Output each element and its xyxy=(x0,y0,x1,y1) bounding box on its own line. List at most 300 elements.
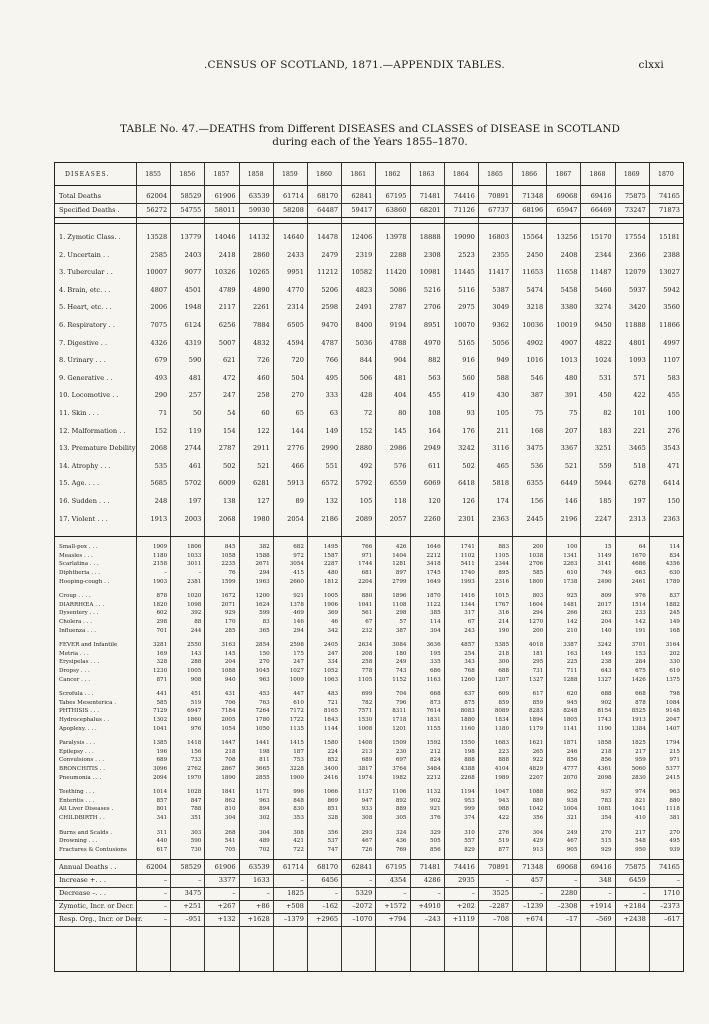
table-cell: 875 xyxy=(464,699,475,706)
table-cell: 63 xyxy=(329,409,339,417)
row-label: Erysipelas . . . xyxy=(59,659,100,666)
table-cell: 830 xyxy=(293,806,304,813)
table-cell: 902 xyxy=(600,699,612,706)
page-number: clxxi xyxy=(638,59,664,71)
table-cell: 6124 xyxy=(184,321,202,329)
table-cell: 153 xyxy=(635,650,646,657)
row-label: Diphtheria . . . xyxy=(59,570,101,576)
table-cell: 174 xyxy=(496,497,510,505)
table-cell: 848 xyxy=(293,797,304,804)
table-cell: 11417 xyxy=(488,268,510,277)
table-cell: 62004 xyxy=(146,192,168,200)
year-header: 1855 xyxy=(145,171,161,178)
table-cell: 304 xyxy=(224,815,236,821)
table-cell: 2094 xyxy=(152,774,168,781)
table-cell: 3242 xyxy=(597,642,612,649)
table-cell: 3096 xyxy=(152,766,168,772)
table-cell: 204 xyxy=(600,619,612,625)
table-cell: 70891 xyxy=(488,863,510,872)
table-cell: –2287 xyxy=(488,902,510,911)
row-label: Cancer . . . xyxy=(59,676,91,683)
table-cell: 369 xyxy=(327,610,339,617)
row-label: All Liver Diseases . xyxy=(59,806,114,813)
table-cell: 502 xyxy=(462,461,475,470)
table-cell: 232 xyxy=(361,627,373,634)
table-cell: 1152 xyxy=(392,676,407,683)
table-cell: +1914 xyxy=(589,902,612,911)
year-header: 1856 xyxy=(179,171,196,178)
table-cell: 766 xyxy=(325,356,339,365)
table-cell: 6572 xyxy=(321,479,339,488)
table-cell: 146 xyxy=(564,497,578,505)
table-cell: 1081 xyxy=(597,806,612,813)
table-cell: 1722 xyxy=(289,717,304,723)
table-cell: 844 xyxy=(359,356,373,365)
table-cell: 3475 xyxy=(526,444,544,453)
table-cell: 1194 xyxy=(460,789,475,796)
table-cell: 2355 xyxy=(492,250,510,259)
table-cell: 1426 xyxy=(631,676,646,683)
table-cell: – xyxy=(300,876,304,885)
table-cell: 2204 xyxy=(358,578,373,585)
table-cell: 1633 xyxy=(252,876,270,885)
table-cell: 1344 xyxy=(460,601,475,608)
table-cell: 2491 xyxy=(355,303,373,312)
table-cell: 74416 xyxy=(453,863,475,872)
table-cell: 637 xyxy=(464,691,475,698)
table-cell: 1903 xyxy=(152,578,168,585)
table-cell: – xyxy=(164,570,168,576)
table-cell: 1794 xyxy=(665,740,680,747)
table-cell: 6449 xyxy=(560,479,578,488)
table-cell: 1744 xyxy=(358,561,373,568)
table-cell: 71481 xyxy=(419,192,441,200)
table-cell: 1980 xyxy=(252,514,270,523)
row-label: Specified Deaths . xyxy=(59,206,120,214)
table-cell: 16803 xyxy=(488,233,510,241)
table-cell: 2158 xyxy=(152,561,168,568)
table-cell: 1270 xyxy=(529,619,544,625)
table-cell: 3665 xyxy=(255,766,270,772)
table-cell: 1201 xyxy=(392,725,407,732)
table-cell: 1408 xyxy=(358,740,373,747)
table-cell: 1989 xyxy=(494,774,510,781)
table-cell: 2280 xyxy=(560,889,578,898)
table-cell: 481 xyxy=(393,373,407,382)
row-label: Dysentery . . . xyxy=(59,610,99,617)
table-cell: 2363 xyxy=(492,514,510,523)
row-label: Convulsions . . . xyxy=(59,757,104,764)
table-cell: 288 xyxy=(190,659,202,666)
table-cell: 258 xyxy=(361,659,373,666)
table-cell: 270 xyxy=(600,829,612,836)
table-cell: 4770 xyxy=(287,285,304,294)
table-cell: 429 xyxy=(532,838,544,845)
row-label: Measles . . . xyxy=(59,552,93,559)
table-cell: 7075 xyxy=(150,321,168,329)
table-cell: 1028 xyxy=(187,789,202,796)
table-cell: 2706 xyxy=(529,561,544,568)
table-cell: 140 xyxy=(600,627,612,634)
table-cell: 83 xyxy=(262,619,270,625)
table-cell: 304 xyxy=(259,829,270,836)
table-cell: 894 xyxy=(259,806,270,813)
table-cell: 551 xyxy=(325,461,339,470)
table-cell: 6355 xyxy=(526,479,544,488)
table-cell: 3636 xyxy=(426,642,441,649)
table-cell: 447 xyxy=(293,691,304,698)
table-cell: 164 xyxy=(428,426,441,435)
table-cell: 621 xyxy=(222,356,236,365)
table-cell: 668 xyxy=(430,691,441,698)
table-cell: 536 xyxy=(530,461,544,470)
table-cell: 70891 xyxy=(488,192,510,200)
table-cell: 65 xyxy=(295,409,304,417)
table-cell: 1088 xyxy=(529,789,544,796)
table-cell: –2072 xyxy=(352,902,373,911)
table-cell: 5377 xyxy=(665,766,680,772)
row-label: Zymotic, Incr. or Decr. xyxy=(59,902,134,911)
table-cell: 68170 xyxy=(317,863,339,872)
table-cell: 246 xyxy=(566,748,578,755)
table-cell: 1190 xyxy=(597,725,612,732)
table-cell: 382 xyxy=(259,544,270,551)
row-label: 14. Atrophy . . . xyxy=(59,461,111,470)
table-cell: 1041 xyxy=(152,725,168,732)
table-cell: 480 xyxy=(327,570,339,576)
table-cell: 2089 xyxy=(355,514,373,523)
table-cell: 681 xyxy=(361,570,373,576)
table-cell: 169 xyxy=(156,650,168,657)
year-header: 1867 xyxy=(555,171,572,178)
table-cell: 851 xyxy=(327,806,339,813)
table-cell: 127 xyxy=(257,497,270,505)
deaths-table xyxy=(54,162,684,972)
table-cell: 929 xyxy=(600,846,612,853)
table-cell: 602 xyxy=(156,610,168,617)
table-cell: 798 xyxy=(669,691,680,698)
table-cell: 342 xyxy=(327,627,339,634)
table-cell: 489 xyxy=(259,838,270,845)
table-cell: 4907 xyxy=(560,338,578,347)
table-cell: 3377 xyxy=(218,876,236,885)
table-cell: 2416 xyxy=(323,774,339,781)
table-cell: 675 xyxy=(635,668,646,674)
table-cell: 2308 xyxy=(423,250,441,259)
table-cell: 7614 xyxy=(426,708,441,715)
table-title-block xyxy=(60,123,680,149)
table-cell: 704 xyxy=(395,691,407,698)
table-cell: 1054 xyxy=(221,725,236,732)
row-divider xyxy=(55,859,683,860)
table-cell: 2301 xyxy=(458,514,475,523)
row-divider xyxy=(55,185,683,186)
table-cell: 198 xyxy=(259,748,270,755)
table-cell: 1404 xyxy=(392,552,407,559)
table-cell: 3084 xyxy=(392,642,407,649)
table-cell: 2867 xyxy=(221,766,236,772)
table-cell: 788 xyxy=(190,806,202,813)
table-cell: 197 xyxy=(633,497,646,505)
table-cell: 223 xyxy=(498,748,510,755)
table-cell: 197 xyxy=(188,497,202,505)
table-cell: 6418 xyxy=(458,479,475,488)
table-cell: 1047 xyxy=(494,789,510,796)
row-label: Total Deaths xyxy=(59,192,102,200)
row-label: Influenza . . . xyxy=(59,627,97,634)
table-cell: 940 xyxy=(224,676,236,683)
row-label: Scrofula . . . xyxy=(59,691,94,698)
table-cell: 224 xyxy=(327,748,339,755)
table-cell: 8248 xyxy=(563,708,578,715)
table-cell: 387 xyxy=(395,627,407,634)
table-cell: 5385 xyxy=(494,642,510,649)
table-cell: 248 xyxy=(154,497,168,505)
table-cell: 258 xyxy=(257,391,270,400)
table-cell: 2363 xyxy=(663,514,680,523)
table-cell: 144 xyxy=(291,426,304,435)
table-cell: +86 xyxy=(255,902,270,911)
table-cell: 8165 xyxy=(323,708,339,715)
table-cell: 1155 xyxy=(426,725,441,732)
row-label: 11. Skin . . . xyxy=(59,409,100,417)
table-cell: 341 xyxy=(156,815,168,821)
table-cell: 58208 xyxy=(282,206,304,214)
table-cell: 154 xyxy=(222,426,236,435)
running-head xyxy=(0,59,709,73)
table-cell: 63860 xyxy=(385,206,407,214)
table-cell: 811 xyxy=(259,757,270,764)
table-cell: 63539 xyxy=(248,192,270,200)
table-cell: 9148 xyxy=(665,708,680,715)
table-cell: –1379 xyxy=(283,915,304,924)
table-cell: 5937 xyxy=(629,285,646,294)
table-cell: 466 xyxy=(291,461,304,470)
table-cell: 11212 xyxy=(317,268,339,277)
table-cell: 387 xyxy=(530,391,544,400)
table-cell: 6459 xyxy=(629,876,646,885)
table-cell: 428 xyxy=(359,391,373,400)
table-cell: 972 xyxy=(293,552,304,559)
table-cell: 504 xyxy=(291,373,304,382)
table-cell: 284 xyxy=(635,659,646,666)
table-cell: 168 xyxy=(530,426,544,435)
table-cell: 1302 xyxy=(152,717,168,723)
table-cell: 54 xyxy=(227,409,236,417)
table-cell: 733 xyxy=(190,757,202,764)
table-cell: +2184 xyxy=(623,902,646,911)
table-cell: –617 xyxy=(664,915,680,924)
table-title: TABLE No. 47.—DEATHS from Different DISEASES and CLASSES of DISEASE in SCOTLAND xyxy=(120,123,620,135)
table-cell: 2598 xyxy=(321,303,339,312)
table-cell: 71126 xyxy=(453,206,475,214)
table-cell: 1063 xyxy=(323,676,339,683)
table-cell: 13528 xyxy=(146,233,168,241)
table-cell: – xyxy=(403,889,407,898)
table-cell: 257 xyxy=(188,391,202,400)
table-cell: 374 xyxy=(464,815,475,821)
row-divider xyxy=(55,223,683,224)
table-cell: 1385 xyxy=(152,740,168,747)
table-cell: 63539 xyxy=(248,863,270,872)
table-cell: 150 xyxy=(259,650,270,657)
table-cell: 213 xyxy=(361,748,373,755)
table-cell: 1599 xyxy=(221,578,236,585)
table-cell: 13027 xyxy=(659,268,680,277)
table-cell: 1327 xyxy=(529,676,544,683)
table-cell: 859 xyxy=(532,699,544,706)
row-divider xyxy=(55,913,683,914)
table-cell: 1407 xyxy=(665,725,680,732)
table-cell: 4829 xyxy=(529,766,544,772)
table-cell: 803 xyxy=(532,593,544,600)
table-cell: 2550 xyxy=(187,642,202,649)
table-cell: 5036 xyxy=(355,338,373,347)
table-cell: 976 xyxy=(190,725,202,732)
table-cell: 212 xyxy=(430,748,441,755)
table-cell: 4997 xyxy=(663,338,680,347)
table-cell: 233 xyxy=(635,610,646,617)
table-cell: 11420 xyxy=(385,268,407,277)
table-cell: 218 xyxy=(600,748,612,755)
table-cell: 3242 xyxy=(458,444,475,453)
table-cell: 330 xyxy=(669,659,680,666)
table-cell: 845 xyxy=(224,544,236,551)
table-cell: 290 xyxy=(154,391,168,400)
table-cell: 191 xyxy=(635,627,646,634)
table-cell: 6505 xyxy=(287,321,304,329)
table-cell: 963 xyxy=(259,676,270,683)
table-cell: 726 xyxy=(361,846,373,853)
table-cell: 1743 xyxy=(597,717,612,723)
table-cell: 317 xyxy=(464,610,475,617)
table-cell: 426 xyxy=(395,544,407,551)
table-cell: 933 xyxy=(361,806,373,813)
row-label: 2. Uncertain . . xyxy=(59,250,110,259)
table-cell: 4777 xyxy=(563,766,578,772)
table-cell: 1580 xyxy=(323,740,339,747)
table-cell: 11888 xyxy=(624,321,646,329)
table-cell: 3116 xyxy=(492,444,510,453)
row-label: CHILDBIRTH . . xyxy=(59,815,105,821)
table-cell: 2057 xyxy=(389,514,407,523)
table-cell: 495 xyxy=(325,373,339,382)
table-cell: 335 xyxy=(430,659,441,666)
table-cell: 778 xyxy=(361,668,373,674)
year-header: 1863 xyxy=(418,171,435,178)
row-label: 3. Tubercular . . xyxy=(59,268,113,277)
table-cell: 1530 xyxy=(358,717,373,723)
table-cell: 18888 xyxy=(419,233,441,241)
table-cell: – xyxy=(163,902,168,911)
table-cell: 2854 xyxy=(255,642,270,649)
table-cell: 58529 xyxy=(180,192,202,200)
table-cell: 168 xyxy=(669,627,680,634)
table-cell: 430 xyxy=(496,391,510,400)
table-cell: 13256 xyxy=(556,233,578,241)
table-cell: 152 xyxy=(154,426,168,435)
table-cell: 19090 xyxy=(453,233,475,241)
table-cell: 50 xyxy=(192,409,202,417)
table-cell: 1738 xyxy=(563,578,578,585)
table-cell: – xyxy=(471,889,475,898)
year-header: 1868 xyxy=(589,171,606,178)
table-cell: 1107 xyxy=(663,356,680,365)
table-cell: 343 xyxy=(464,659,475,666)
table-cell: +251 xyxy=(183,902,202,911)
table-cell: 268 xyxy=(224,829,236,836)
table-cell: 2986 xyxy=(389,444,407,453)
table-cell: 2523 xyxy=(458,250,475,259)
table-cell: 857 xyxy=(156,797,168,804)
table-cell: 829 xyxy=(464,846,475,853)
table-cell: 2418 xyxy=(218,250,236,259)
table-cell: 883 xyxy=(498,544,510,551)
table-cell: 114 xyxy=(669,544,680,551)
table-cell: 180 xyxy=(395,650,407,657)
table-cell: 376 xyxy=(430,815,441,821)
table-cell: 436 xyxy=(395,838,407,845)
table-cell: 285 xyxy=(224,627,236,634)
table-cell: 856 xyxy=(600,757,612,764)
table-cell: 611 xyxy=(428,461,441,470)
table-cell: 68201 xyxy=(419,206,441,214)
table-cell: 65947 xyxy=(556,206,578,214)
table-cell: 492 xyxy=(359,461,373,470)
table-cell: 873 xyxy=(430,699,441,706)
table-cell: 4104 xyxy=(494,766,510,772)
table-cell: 847 xyxy=(190,797,202,804)
table-cell: 3218 xyxy=(526,303,544,312)
table-cell: 6009 xyxy=(218,479,236,488)
table-cell: 181 xyxy=(532,650,544,657)
table-cell: 2935 xyxy=(458,876,475,885)
table-cell: 576 xyxy=(393,461,407,470)
table-cell: 882 xyxy=(428,356,441,365)
table-cell: 590 xyxy=(190,838,202,845)
row-label: 15. Age. . . . xyxy=(59,479,100,488)
table-cell: 7172 xyxy=(289,708,304,715)
table-cell: 1447 xyxy=(221,740,236,747)
table-cell: 7184 xyxy=(221,708,236,715)
table-cell: 455 xyxy=(428,391,441,400)
table-cell: 4807 xyxy=(150,285,168,294)
table-cell: 4286 xyxy=(423,876,441,885)
year-header: 1870 xyxy=(658,171,674,178)
table-cell: 1042 xyxy=(529,806,544,813)
table-cell: 93 xyxy=(466,409,475,417)
table-cell: 2212 xyxy=(426,552,441,559)
table-cell: 149 xyxy=(669,619,680,625)
table-cell: 74416 xyxy=(453,192,475,200)
table-cell: 4356 xyxy=(665,561,680,568)
table-cell: 1038 xyxy=(529,552,544,559)
table-cell: 495 xyxy=(669,838,680,845)
table-cell: 2006 xyxy=(150,303,168,312)
table-cell: 925 xyxy=(566,593,578,600)
table-cell: 620 xyxy=(566,691,578,698)
table-cell: 561 xyxy=(361,610,373,617)
table-cell: 200 xyxy=(532,544,544,551)
table-cell: 2403 xyxy=(184,250,202,259)
table-cell: 1122 xyxy=(426,601,441,608)
table-cell: 730 xyxy=(190,846,202,853)
table-cell: 175 xyxy=(293,650,304,657)
table-cell: 9362 xyxy=(492,321,510,329)
table-cell: 5165 xyxy=(458,338,475,347)
table-cell: 2247 xyxy=(594,514,612,523)
table-cell: 11866 xyxy=(659,321,680,329)
